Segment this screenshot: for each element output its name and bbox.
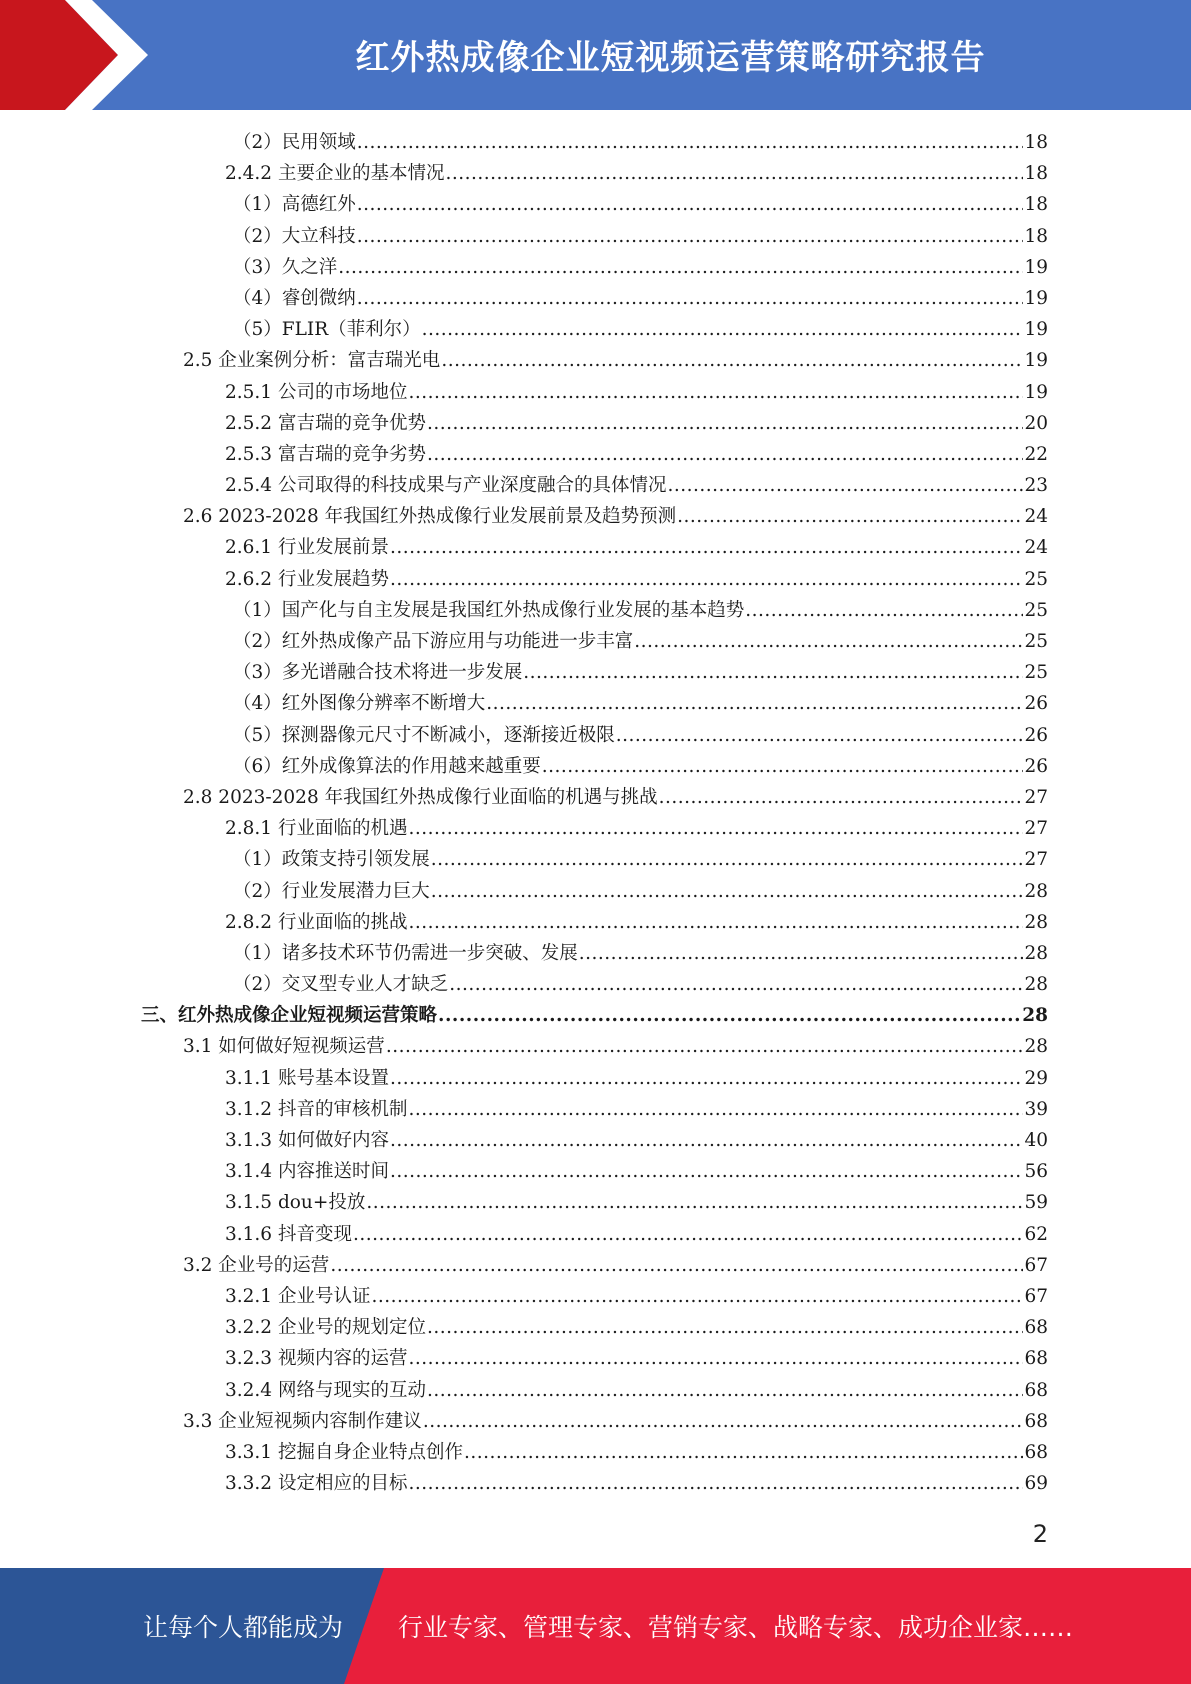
- toc-entry-page: 25: [1024, 631, 1048, 652]
- toc-entry-page: 25: [1024, 662, 1048, 684]
- toc-entry[interactable]: [0, 657, 1191, 688]
- toc-entry[interactable]: [0, 158, 1191, 189]
- toc-entry[interactable]: [0, 969, 1191, 1000]
- toc-entry[interactable]: [0, 377, 1191, 408]
- table-of-contents: [0, 127, 1191, 1499]
- toc-entry[interactable]: [0, 1187, 1191, 1218]
- toc-entry[interactable]: [0, 1312, 1191, 1343]
- toc-entry[interactable]: [0, 1281, 1191, 1312]
- toc-entry-page: 18: [1024, 194, 1048, 216]
- toc-entry-label: （4）红外图像分辨率不断增大: [233, 693, 486, 715]
- toc-dot-leader: [386, 1031, 1024, 1062]
- toc-entry-page: 56: [1024, 1161, 1048, 1183]
- toc-entry-page: 28: [1022, 1005, 1048, 1027]
- toc-entry-page: 62: [1024, 1223, 1048, 1245]
- toc-entry-page: 18: [1024, 225, 1048, 247]
- toc-entry-label: （2）大立科技: [233, 225, 356, 247]
- toc-dot-leader: [357, 283, 1024, 314]
- toc-dot-leader: [357, 189, 1024, 220]
- toc-entry-label: 2.6 2023-2028 年我国红外热成像行业发展前景及趋势预测: [183, 506, 677, 528]
- toc-entry-page: 19: [1024, 256, 1048, 278]
- toc-entry-label: 3.3.2 设定相应的目标: [225, 1473, 408, 1495]
- toc-entry-label: 2.6.2 行业发展趋势: [225, 568, 389, 590]
- toc-dot-leader: [427, 408, 1023, 439]
- page-header: [0, 0, 1191, 110]
- toc-dot-leader: [542, 751, 1024, 782]
- toc-entry[interactable]: [0, 1031, 1191, 1062]
- toc-entry[interactable]: [0, 876, 1191, 907]
- toc-dot-leader: [659, 782, 1024, 813]
- toc-dot-leader: [431, 876, 1024, 907]
- toc-entry[interactable]: [0, 1125, 1191, 1156]
- toc-entry-page: 23: [1024, 475, 1048, 497]
- toc-entry[interactable]: [0, 283, 1191, 314]
- toc-dot-leader: [408, 907, 1023, 938]
- toc-dot-leader: [486, 688, 1023, 719]
- toc-entry-label: （5）探测器像元尺寸不断减小，逐渐接近极限: [233, 724, 615, 746]
- toc-entry-page: 69: [1024, 1473, 1048, 1495]
- toc-entry-page: 24: [1024, 506, 1048, 528]
- toc-entry-label: 3.3 企业短视频内容制作建议: [183, 1410, 422, 1432]
- report-title: 红外热成像企业短视频运营策略研究报告: [355, 37, 986, 78]
- toc-entry[interactable]: [0, 1375, 1191, 1406]
- toc-dot-leader: [445, 158, 1023, 189]
- toc-entry-page: 26: [1024, 755, 1048, 777]
- toc-entry-page: 68: [1024, 1348, 1048, 1370]
- toc-entry-label: 3.2.2 企业号的规划定位: [225, 1317, 426, 1339]
- toc-entry-page: 67: [1024, 1285, 1048, 1307]
- toc-entry[interactable]: [0, 595, 1191, 626]
- toc-entry[interactable]: [0, 813, 1191, 844]
- toc-dot-leader: [634, 626, 1023, 657]
- toc-entry-label: 3.1.3 如何做好内容: [225, 1130, 389, 1151]
- toc-entry[interactable]: [0, 1063, 1191, 1094]
- toc-dot-leader: [422, 314, 1024, 345]
- toc-dot-leader: [408, 377, 1023, 408]
- toc-entry-page: 25: [1024, 568, 1048, 590]
- toc-entry-page: 28: [1024, 974, 1048, 996]
- toc-entry-label: （1）国产化与自主发展是我国红外热成像行业发展的基本趋势: [233, 599, 745, 621]
- toc-entry-label: 2.8.2 行业面临的挑战: [225, 911, 408, 933]
- toc-dot-leader: [338, 252, 1023, 283]
- toc-dot-leader: [464, 1437, 1023, 1468]
- toc-entry[interactable]: [0, 751, 1191, 782]
- toc-entry[interactable]: [0, 1437, 1191, 1468]
- toc-entry[interactable]: [0, 626, 1191, 657]
- toc-entry-page: 19: [1024, 319, 1048, 341]
- toc-entry-label: （6）红外成像算法的作用越来越重要: [233, 755, 541, 777]
- toc-entry[interactable]: [0, 470, 1191, 501]
- toc-dot-leader: [427, 1375, 1023, 1406]
- toc-entry[interactable]: [0, 907, 1191, 938]
- toc-dot-leader: [677, 501, 1023, 532]
- toc-entry-page: 59: [1024, 1192, 1048, 1214]
- toc-dot-leader: [390, 532, 1023, 563]
- toc-entry[interactable]: [0, 345, 1191, 376]
- toc-dot-leader: [423, 1406, 1024, 1437]
- toc-entry-label: 2.8 2023-2028 年我国红外热成像行业面临的机遇与挑战: [183, 786, 658, 808]
- toc-entry[interactable]: [0, 1250, 1191, 1281]
- toc-dot-leader: [353, 1219, 1024, 1250]
- toc-dot-leader: [390, 1156, 1023, 1187]
- toc-entry[interactable]: [0, 252, 1191, 283]
- toc-dot-leader: [371, 1281, 1023, 1312]
- toc-entry-label: 3.2.3 视频内容的运营: [225, 1348, 408, 1370]
- toc-dot-leader: [390, 564, 1023, 595]
- footer-slogan-left: 让每个人都能成为: [143, 1613, 344, 1642]
- toc-entry-label: 2.5 企业案例分析：富吉瑞光电: [183, 350, 441, 372]
- toc-entry-label: （2）行业发展潜力巨大: [233, 880, 430, 902]
- toc-dot-leader: [667, 470, 1023, 501]
- toc-entry-page: 25: [1024, 599, 1048, 621]
- page-number: 2: [1032, 1520, 1048, 1548]
- toc-entry[interactable]: [0, 1219, 1191, 1250]
- toc-dot-leader: [523, 657, 1023, 688]
- toc-entry-page: 19: [1024, 350, 1048, 372]
- toc-entry[interactable]: [0, 532, 1191, 563]
- toc-entry-page: 24: [1024, 537, 1048, 559]
- toc-dot-leader: [408, 1343, 1023, 1374]
- toc-entry[interactable]: [0, 189, 1191, 220]
- toc-entry[interactable]: [0, 564, 1191, 595]
- toc-entry[interactable]: [0, 408, 1191, 439]
- toc-dot-leader: [616, 720, 1024, 751]
- toc-entry-label: 3.1 如何做好短视频运营: [183, 1036, 385, 1058]
- toc-entry-label: 2.5.1 公司的市场地位: [225, 381, 408, 403]
- toc-entry-page: 26: [1024, 724, 1048, 746]
- toc-entry-label: 2.8.1 行业面临的机遇: [225, 818, 408, 840]
- toc-entry[interactable]: [0, 782, 1191, 813]
- toc-entry[interactable]: [0, 1406, 1191, 1437]
- toc-entry-page: 18: [1024, 163, 1048, 185]
- toc-entry-page: 27: [1024, 849, 1048, 871]
- toc-entry-label: （5）FLIR（菲利尔）: [233, 319, 421, 341]
- toc-entry-label: 2.6.1 行业发展前景: [225, 537, 389, 559]
- toc-entry[interactable]: [0, 688, 1191, 719]
- toc-dot-leader: [357, 127, 1024, 158]
- toc-entry-label: 3.2 企业号的运营: [183, 1254, 330, 1276]
- toc-entry-page: 67: [1024, 1254, 1048, 1276]
- toc-entry-label: 3.2.1 企业号认证: [225, 1285, 371, 1307]
- toc-entry-page: 27: [1024, 818, 1048, 840]
- toc-dot-leader: [357, 221, 1024, 252]
- toc-entry-label: （1）高德红外: [233, 194, 356, 216]
- toc-entry-label: 3.3.1 挖掘自身企业特点创作: [225, 1441, 463, 1463]
- toc-entry-label: （2）红外热成像产品下游应用与功能进一步丰富: [233, 631, 634, 652]
- toc-dot-leader: [408, 813, 1023, 844]
- toc-entry-page: 26: [1024, 693, 1048, 715]
- toc-entry-page: 28: [1024, 942, 1048, 964]
- toc-entry-page: 22: [1024, 443, 1048, 465]
- toc-dot-leader: [441, 345, 1023, 376]
- toc-entry-label: 3.2.4 网络与现实的互动: [225, 1379, 426, 1401]
- toc-entry[interactable]: [0, 314, 1191, 345]
- toc-entry-label: （2）交叉型专业人才缺乏: [233, 974, 449, 996]
- toc-dot-leader: [408, 1094, 1023, 1125]
- toc-dot-leader: [438, 1000, 1021, 1031]
- toc-entry-label: 3.1.1 账号基本设置: [225, 1067, 389, 1089]
- toc-entry-label: （1）诸多技术环节仍需进一步突破、发展: [233, 942, 578, 964]
- toc-dot-leader: [449, 969, 1023, 1000]
- toc-dot-leader: [390, 1063, 1023, 1094]
- toc-entry-page: 68: [1024, 1441, 1048, 1463]
- toc-entry-label: 三、红外热成像企业短视频运营策略: [141, 1005, 438, 1027]
- toc-entry[interactable]: [0, 1094, 1191, 1125]
- toc-entry-page: 39: [1024, 1098, 1048, 1120]
- toc-entry[interactable]: [0, 501, 1191, 532]
- toc-entry-page: 68: [1024, 1410, 1048, 1432]
- toc-dot-leader: [427, 439, 1023, 470]
- toc-entry[interactable]: [0, 1000, 1191, 1031]
- toc-entry-page: 68: [1024, 1379, 1048, 1401]
- toc-entry-page: 27: [1024, 786, 1048, 808]
- toc-dot-leader: [408, 1468, 1023, 1499]
- toc-entry-label: 2.5.4 公司取得的科技成果与产业深度融合的具体情况: [225, 475, 667, 497]
- toc-dot-leader: [330, 1250, 1023, 1281]
- toc-entry-label: 2.5.2 富吉瑞的竞争优势: [225, 412, 426, 434]
- toc-entry-label: 3.1.5 dou+投放: [225, 1192, 366, 1214]
- toc-entry[interactable]: [0, 1468, 1191, 1499]
- toc-entry[interactable]: [0, 127, 1191, 158]
- footer-slogan-right: 行业专家、管理专家、营销专家、战略专家、成功企业家……: [398, 1613, 1074, 1642]
- toc-entry[interactable]: [0, 844, 1191, 875]
- toc-dot-leader: [427, 1312, 1023, 1343]
- toc-entry-label: （3）多光谱融合技术将进一步发展: [233, 662, 523, 684]
- toc-dot-leader: [745, 595, 1023, 626]
- toc-entry[interactable]: [0, 938, 1191, 969]
- toc-dot-leader: [366, 1187, 1023, 1218]
- toc-entry[interactable]: [0, 720, 1191, 751]
- toc-entry-label: 2.4.2 主要企业的基本情况: [225, 163, 445, 185]
- toc-entry-page: 20: [1024, 412, 1048, 434]
- toc-entry-page: 19: [1024, 287, 1048, 309]
- toc-entry[interactable]: [0, 1156, 1191, 1187]
- toc-entry-label: （1）政策支持引领发展: [233, 849, 430, 871]
- toc-entry-page: 28: [1024, 880, 1048, 902]
- toc-entry-label: 2.5.3 富吉瑞的竞争劣势: [225, 443, 426, 465]
- toc-dot-leader: [390, 1125, 1023, 1156]
- toc-entry-page: 68: [1024, 1317, 1048, 1339]
- toc-entry-label: 3.1.2 抖音的审核机制: [225, 1098, 408, 1120]
- toc-entry-page: 40: [1024, 1130, 1048, 1151]
- toc-entry[interactable]: [0, 1343, 1191, 1374]
- toc-entry-page: 18: [1024, 132, 1048, 153]
- toc-dot-leader: [579, 938, 1024, 969]
- toc-entry-label: 3.1.6 抖音变现: [225, 1223, 352, 1245]
- toc-entry-page: 19: [1024, 381, 1048, 403]
- toc-dot-leader: [431, 844, 1024, 875]
- header-arrow-decoration: [0, 0, 170, 110]
- toc-entry-label: 3.1.4 内容推送时间: [225, 1161, 389, 1183]
- toc-entry[interactable]: [0, 439, 1191, 470]
- toc-entry-page: 28: [1024, 1036, 1048, 1058]
- toc-entry-label: （2）民用领域: [233, 132, 356, 153]
- toc-entry-page: 29: [1024, 1067, 1048, 1089]
- toc-entry-label: （4）睿创微纳: [233, 287, 356, 309]
- page-footer: [0, 1568, 1191, 1684]
- toc-entry-label: （3）久之洋: [233, 256, 338, 278]
- toc-entry[interactable]: [0, 221, 1191, 252]
- toc-entry-page: 28: [1024, 911, 1048, 933]
